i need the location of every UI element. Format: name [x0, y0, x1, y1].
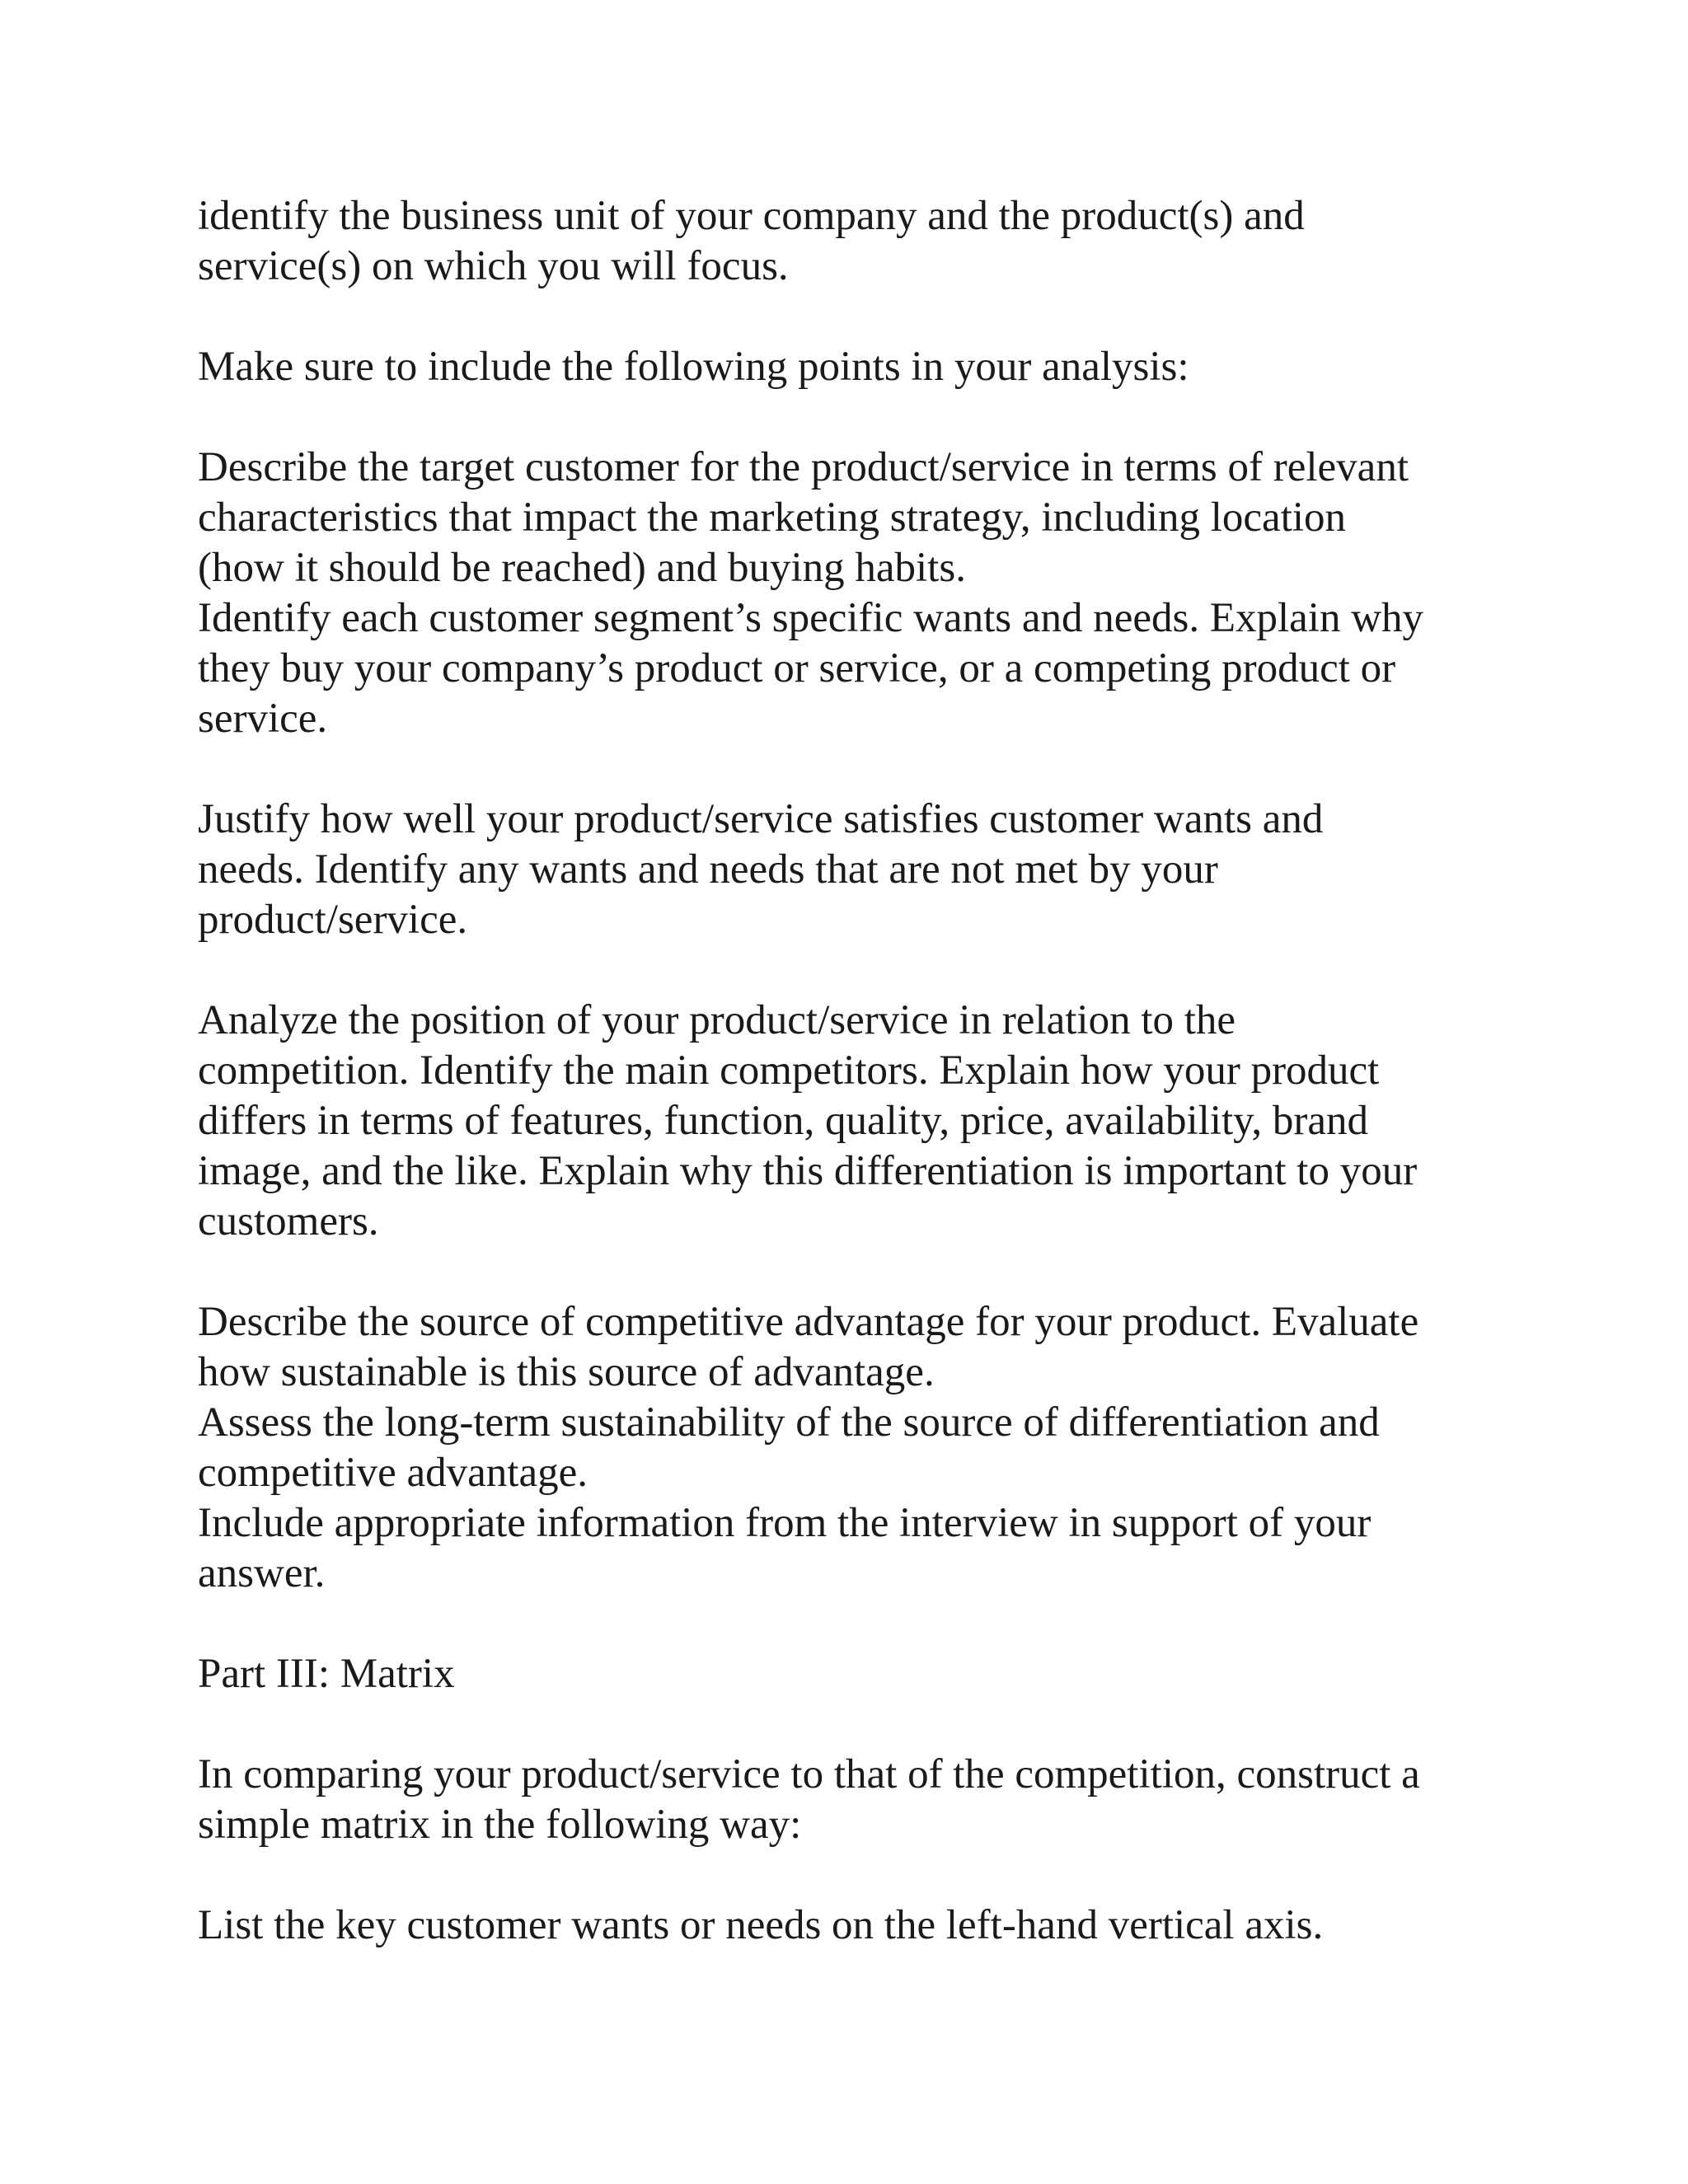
section-heading: Part III: Matrix — [198, 1651, 455, 1697]
text-line: identify the business unit of your company and the product(s) and — [198, 193, 1305, 239]
text-line: simple matrix in the following way: — [198, 1802, 802, 1848]
text-line: image, and the like. Explain why this differentiation is important to your — [198, 1148, 1418, 1194]
paragraph-gap — [198, 392, 1517, 443]
text-line: competition. Identify the main competitors. Explain how your product — [198, 1047, 1380, 1094]
text-line: Analyze the position of your product/service in relation to the — [198, 997, 1236, 1043]
text-line: In comparing your product/service to that of the competition, construct a — [198, 1751, 1420, 1797]
text-line: Describe the source of competitive advantage for your product. Evaluate — [198, 1299, 1419, 1345]
document-body — [198, 191, 1517, 1951]
paragraph-gap — [198, 1699, 1517, 1750]
text-line: customers. — [198, 1198, 379, 1244]
text-line: they buy your company’s product or service, or a competing product or — [198, 645, 1396, 691]
text-line: differs in terms of features, function, quality, price, availability, brand — [198, 1098, 1368, 1144]
text-line: Make sure to include the following points in your analysis: — [198, 344, 1189, 390]
text-line: how sustainable is this source of advantage. — [198, 1349, 935, 1395]
paragraph-gap — [198, 744, 1517, 794]
text-line: answer. — [198, 1550, 326, 1596]
text-line: Include appropriate information from the interview in support of your — [198, 1500, 1372, 1546]
text-line: product/service. — [198, 897, 468, 943]
paragraph-gap — [198, 945, 1517, 996]
paragraph-gap — [198, 1247, 1517, 1297]
text-line: Identify each customer segment’s specific wants and needs. Explain why — [198, 595, 1424, 641]
text-line: (how it should be reached) and buying habits. — [198, 545, 966, 591]
paragraph-gap — [198, 1599, 1517, 1649]
text-line: Assess the long-term sustainability of the source of differentiation and — [198, 1399, 1380, 1446]
text-line: Describe the target customer for the product/service in terms of relevant — [198, 444, 1409, 490]
text-line: service(s) on which you will focus. — [198, 243, 789, 289]
paragraph-gap — [198, 1850, 1517, 1900]
text-line: Justify how well your product/service satisfies customer wants and — [198, 796, 1324, 842]
text-line: needs. Identify any wants and needs that are not met by your — [198, 846, 1218, 893]
text-line: service. — [198, 696, 328, 742]
paragraph-gap — [198, 292, 1517, 342]
text-line: List the key customer wants or needs on the left-hand vertical axis. — [198, 1902, 1324, 1948]
text-line: competitive advantage. — [198, 1450, 588, 1496]
text-line: characteristics that impact the marketing strategy, including location — [198, 494, 1347, 541]
